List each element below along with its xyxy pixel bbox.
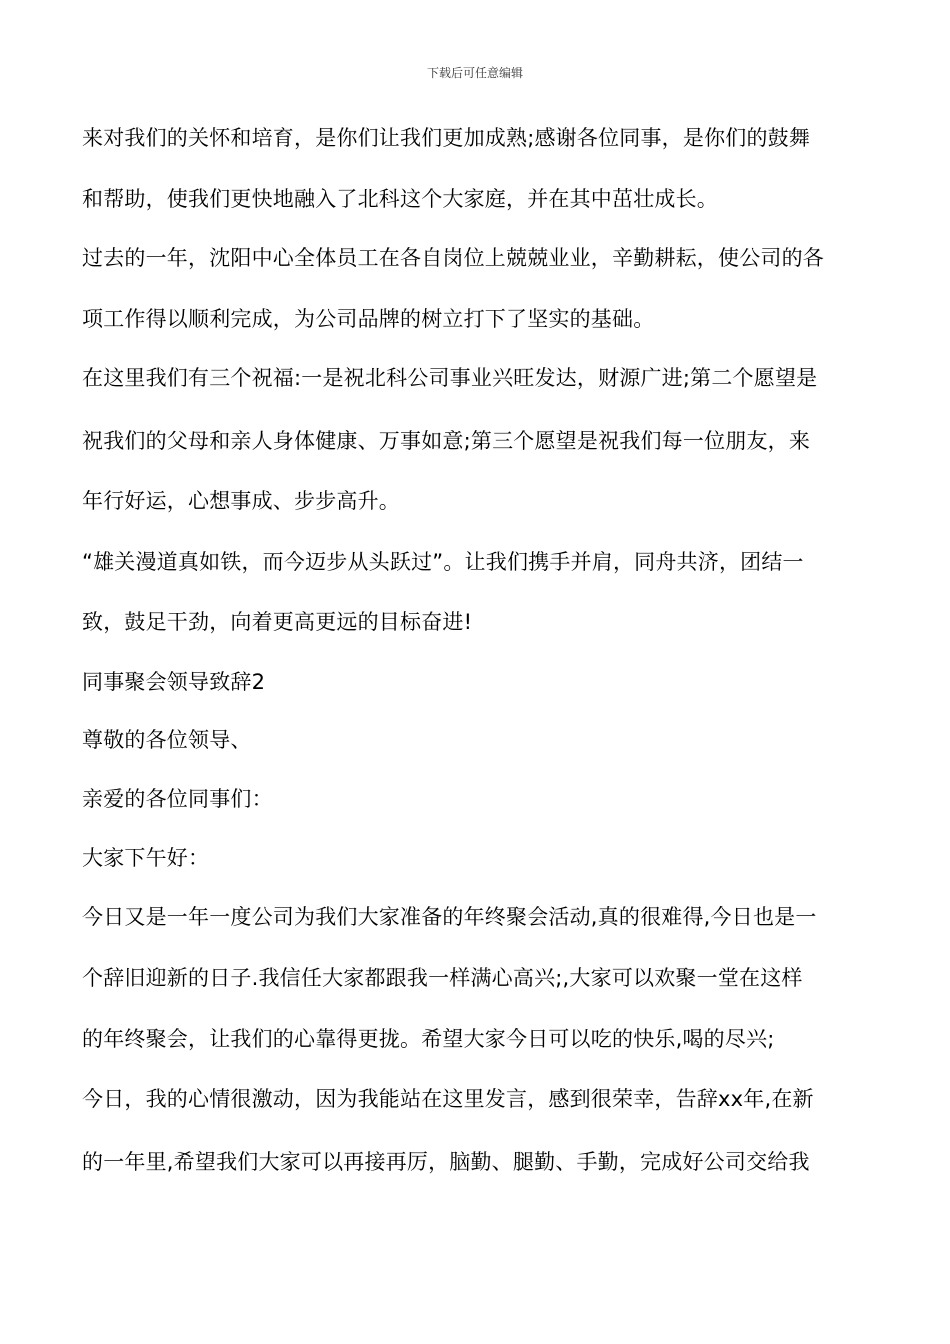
text-line: 过去的一年，沈阳中心全体员工在各自岗位上兢兢业业，辛勤耕耘，使公司的各 [82,246,824,270]
text-line: 祝我们的父母和亲人身体健康、万事如意;第三个愿望是祝我们每一位朋友，来 [82,429,811,453]
text-line: 项工作得以顺利完成，为公司品牌的树立打下了坚实的基础。 [82,307,655,331]
text-line: 致，鼓足干劲，向着更高更远的目标奋进! [82,610,473,634]
greeting-line: 大家下午好： [82,846,210,870]
salutation-line: 尊敬的各位领导、 [82,728,252,752]
header-note: 下载后可任意编辑 [426,66,523,80]
text-line: 的一年里,希望我们大家可以再接再厉，脑勤、腿勤、手勤，完成好公司交给我 [82,1150,810,1174]
text-line: 的年终聚会，让我们的心靠得更拢。希望大家今日可以吃的快乐,喝的尽兴; [82,1027,775,1051]
text-line: 个辞旧迎新的日子.我信任大家都跟我一样满心高兴;,大家可以欢聚一堂在这样 [82,966,803,990]
text-line: 来对我们的关怀和培育，是你们让我们更加成熟;感谢各位同事，是你们的鼓舞 [82,126,811,150]
text-line: 年行好运，心想事成、步步高升。 [82,489,400,513]
text-line: 今日又是一年一度公司为我们大家准备的年终聚会活动,真的很难得,今日也是一 [82,905,817,929]
text-line: “雄关漫道真如铁，而今迈步从头跃过”。让我们携手并肩，同舟共济，团结一 [82,550,804,574]
section-heading: 同事聚会领导致辞2 [82,670,266,694]
text-line: 和帮助，使我们更快地融入了北科这个大家庭，并在其中茁壮成长。 [82,187,718,211]
text-line: 在这里我们有三个祝福:一是祝北科公司事业兴旺发达，财源广进;第二个愿望是 [82,366,818,390]
text-line: 今日，我的心情很激动，因为我能站在这里发言，感到很荣幸，告辞xx年,在新 [82,1087,814,1111]
salutation-line: 亲爱的各位同事们： [82,787,273,811]
